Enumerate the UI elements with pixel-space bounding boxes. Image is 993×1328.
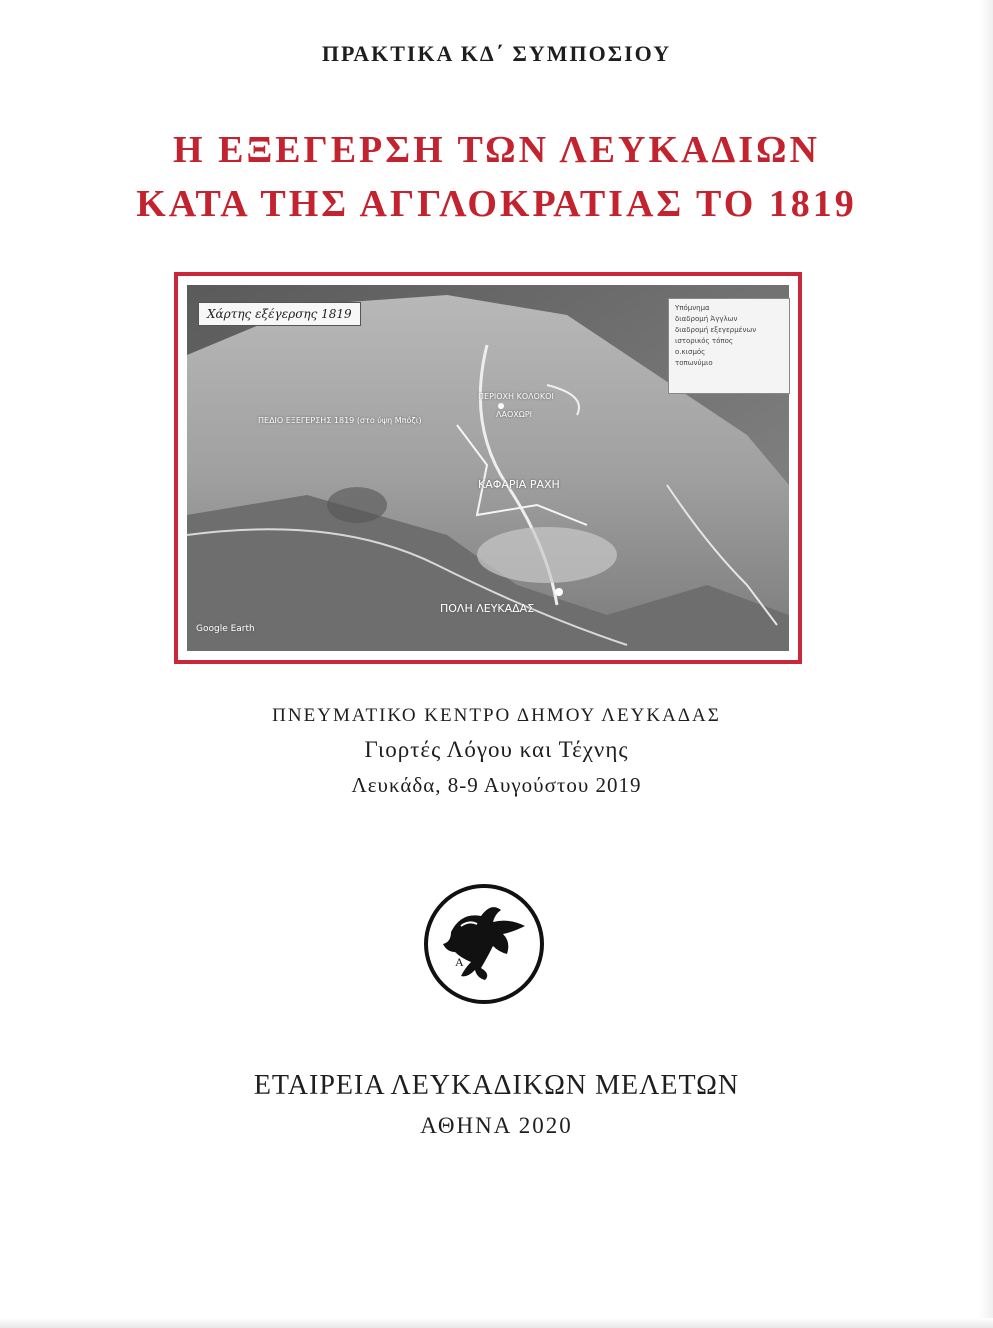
main-title-line-2: ΚΑΤΑ ΤΗΣ ΑΓΓΛΟΚΡΑΤΙΑΣ ΤΟ 1819 bbox=[136, 183, 857, 225]
main-title-line-1: Η ΕΞΕΓΕΡΣΗ ΤΩΝ ΛΕΥΚΑΔΙΩΝ bbox=[173, 129, 820, 171]
legend-item: ιστορικός τόπος bbox=[675, 337, 733, 345]
page-edge-right bbox=[978, 0, 993, 1328]
page-edge-bottom bbox=[0, 1318, 993, 1328]
map-label-village: ΠΕΡΙΟΧΗ ΚΟΛΟΚΟΙ bbox=[478, 392, 554, 401]
emblem-letter: Α bbox=[455, 955, 464, 969]
map-watermark: Google Earth bbox=[196, 624, 255, 634]
legend-item: τοπωνύμιο bbox=[675, 359, 713, 367]
series-title: ΠΡΑΚΤΙΚΑ ΚΔ΄ ΣΥΜΠΟΣΙΟΥ bbox=[321, 41, 672, 66]
organizer: ΠΝΕΥΜΑΤΙΚΟ ΚΕΝΤΡΟ ΔΗΜΟΥ ΛΕΥΚΑΔΑΣ bbox=[272, 705, 721, 726]
legend-title: Υπόμνημα bbox=[675, 304, 710, 312]
legend-item: ο.κισμός bbox=[675, 348, 706, 356]
cover-map-image bbox=[174, 272, 802, 664]
legend-item: διαδρομή Άγγλων bbox=[675, 315, 738, 323]
legend-item: διαδρομή εξεγερμένων bbox=[675, 326, 757, 334]
event-name: Γιορτές Λόγου και Τέχνης bbox=[364, 737, 629, 762]
map-label-town: ΠΟΛΗ ΛΕΥΚΑΔΑΣ bbox=[440, 602, 535, 615]
map-label-site: ΠΕΔΙΟ ΕΞΕΓΕΡΣΗΣ 1819 (στο ύψη Μπόζι) bbox=[258, 416, 422, 425]
map-label-village: ΛΑΟΧΩΡΙ bbox=[496, 410, 533, 419]
publisher: ΕΤΑΙΡΕΙΑ ΛΕΥΚΑΔΙΚΩΝ ΜΕΛΕΤΩΝ bbox=[253, 1070, 740, 1101]
map-legend bbox=[668, 298, 790, 394]
pegasus-emblem-icon bbox=[421, 882, 547, 1006]
city-year: ΑΘΗΝΑ 2020 bbox=[420, 1113, 573, 1138]
map-caption: Χάρτης εξέγερσης 1819 bbox=[198, 302, 361, 326]
place-date: Λευκάδα, 8-9 Αυγούστου 2019 bbox=[351, 773, 642, 797]
map-label-ridge: ΚΑΦΑΡΙΑ ΡΑΧΗ bbox=[478, 478, 560, 491]
